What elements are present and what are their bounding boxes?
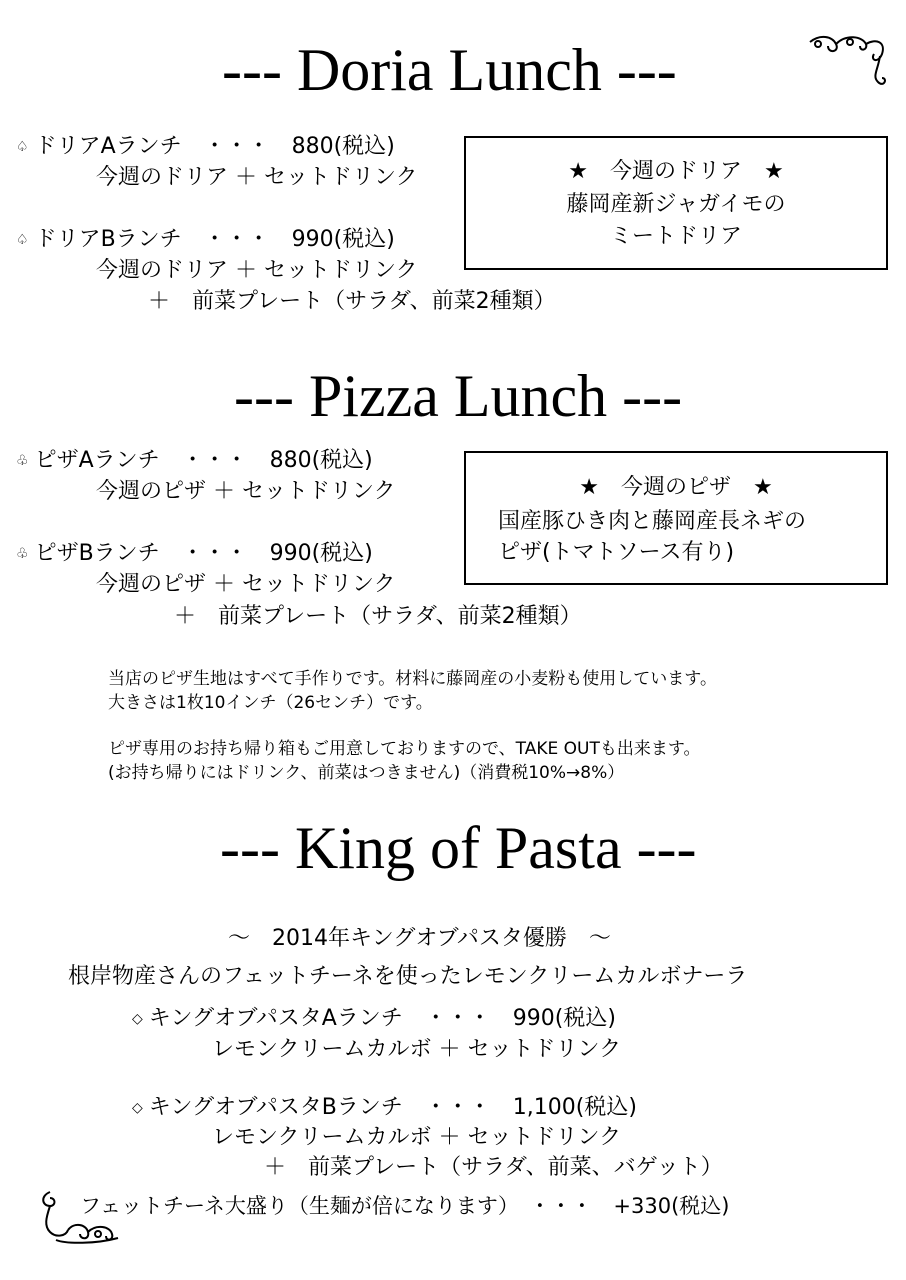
doria-b-item: [16, 229, 395, 251]
doria-feature-line2: ミートドリア: [609, 224, 742, 249]
pizza-section-heading: --- Pizza Lunch ---: [234, 363, 683, 429]
pizza-b-name-price: ピザBランチ ・・・ 990(税込): [34, 541, 373, 566]
doria-b-name-price: ドリアBランチ ・・・ 990(税込): [34, 227, 395, 252]
pasta-a-name-price: キングオブパスタAランチ ・・・ 990(税込): [148, 1006, 616, 1031]
pasta-description: 根岸物産さんのフェットチーネを使ったレモンクリームカルボナーラ: [68, 964, 748, 989]
doria-weekly-feature-box: [464, 136, 888, 270]
doria-a-detail: 今週のドリア ＋ セットドリンク: [96, 165, 418, 190]
doria-b-detail: 今週のドリア ＋ セットドリンク: [96, 258, 418, 283]
pizza-note-2: 大きさは1枚10インチ（26センチ）です。: [108, 693, 433, 713]
pizza-b-detail: 今週のピザ ＋ セットドリンク: [96, 572, 396, 597]
pizza-b-item: [16, 543, 373, 565]
doria-b-detail-extra: ＋ 前菜プレート（サラダ、前菜2種類）: [148, 289, 556, 314]
doria-a-item: [16, 136, 395, 158]
diamond-outline-icon: ◇: [132, 1011, 143, 1027]
pasta-a-detail: レモンクリームカルボ ＋ セットドリンク: [212, 1037, 622, 1062]
pasta-b-name-price: キングオブパスタBランチ ・・・ 1,100(税込): [148, 1095, 637, 1120]
doria-feature-line1: 藤岡産新ジャガイモの: [566, 192, 786, 217]
pizza-note-1: 当店のピザ生地はすべて手作りです。材料に藤岡産の小麦粉も使用しています。: [108, 669, 717, 689]
doria-feature-title: ★ 今週のドリア ★: [568, 159, 784, 184]
pasta-b-item: [132, 1097, 637, 1119]
pasta-b-detail: レモンクリームカルボ ＋ セットドリンク: [212, 1125, 622, 1150]
pizza-feature-title: ★ 今週のピザ ★: [579, 475, 773, 500]
pasta-a-item: [132, 1008, 616, 1030]
pasta-section-heading: --- King of Pasta ---: [220, 815, 697, 881]
pasta-extra-large-option: フェットチーネ大盛り（生麺が倍になります） ・・・ +330(税込): [80, 1194, 730, 1218]
pizza-a-item: [16, 450, 373, 472]
club-outline-icon: ♧: [16, 453, 29, 469]
doria-a-name-price: ドリアAランチ ・・・ 880(税込): [34, 134, 395, 159]
spade-outline-icon: ♤: [16, 139, 29, 155]
doria-section-heading: --- Doria Lunch ---: [222, 37, 677, 103]
pizza-note-4: (お持ち帰りにはドリンク、前菜はつきません)（消費税10%→8%）: [108, 763, 625, 783]
pizza-feature-line1: 国産豚ひき肉と藤岡産長ネギの: [498, 509, 807, 534]
pasta-subtitle: ～ 2014年キングオブパスタ優勝 ～: [228, 926, 611, 951]
pizza-a-detail: 今週のピザ ＋ セットドリンク: [96, 479, 396, 504]
pasta-b-detail-extra: ＋ 前菜プレート（サラダ、前菜、バゲット）: [264, 1155, 723, 1180]
pizza-feature-line2: ピザ(トマトソース有り): [498, 540, 735, 565]
pizza-note-3: ピザ専用のお持ち帰り箱もご用意しておりますので、TAKE OUTも出来ます。: [108, 739, 701, 759]
diamond-outline-icon: ◇: [132, 1100, 143, 1116]
flourish-ornament-top-right: [806, 30, 890, 92]
pizza-b-detail-extra: ＋ 前菜プレート（サラダ、前菜2種類）: [174, 604, 582, 629]
club-outline-icon: ♧: [16, 546, 29, 562]
spade-outline-icon: ♤: [16, 232, 29, 248]
pizza-a-name-price: ピザAランチ ・・・ 880(税込): [34, 448, 373, 473]
pizza-weekly-feature-box: [464, 451, 888, 585]
